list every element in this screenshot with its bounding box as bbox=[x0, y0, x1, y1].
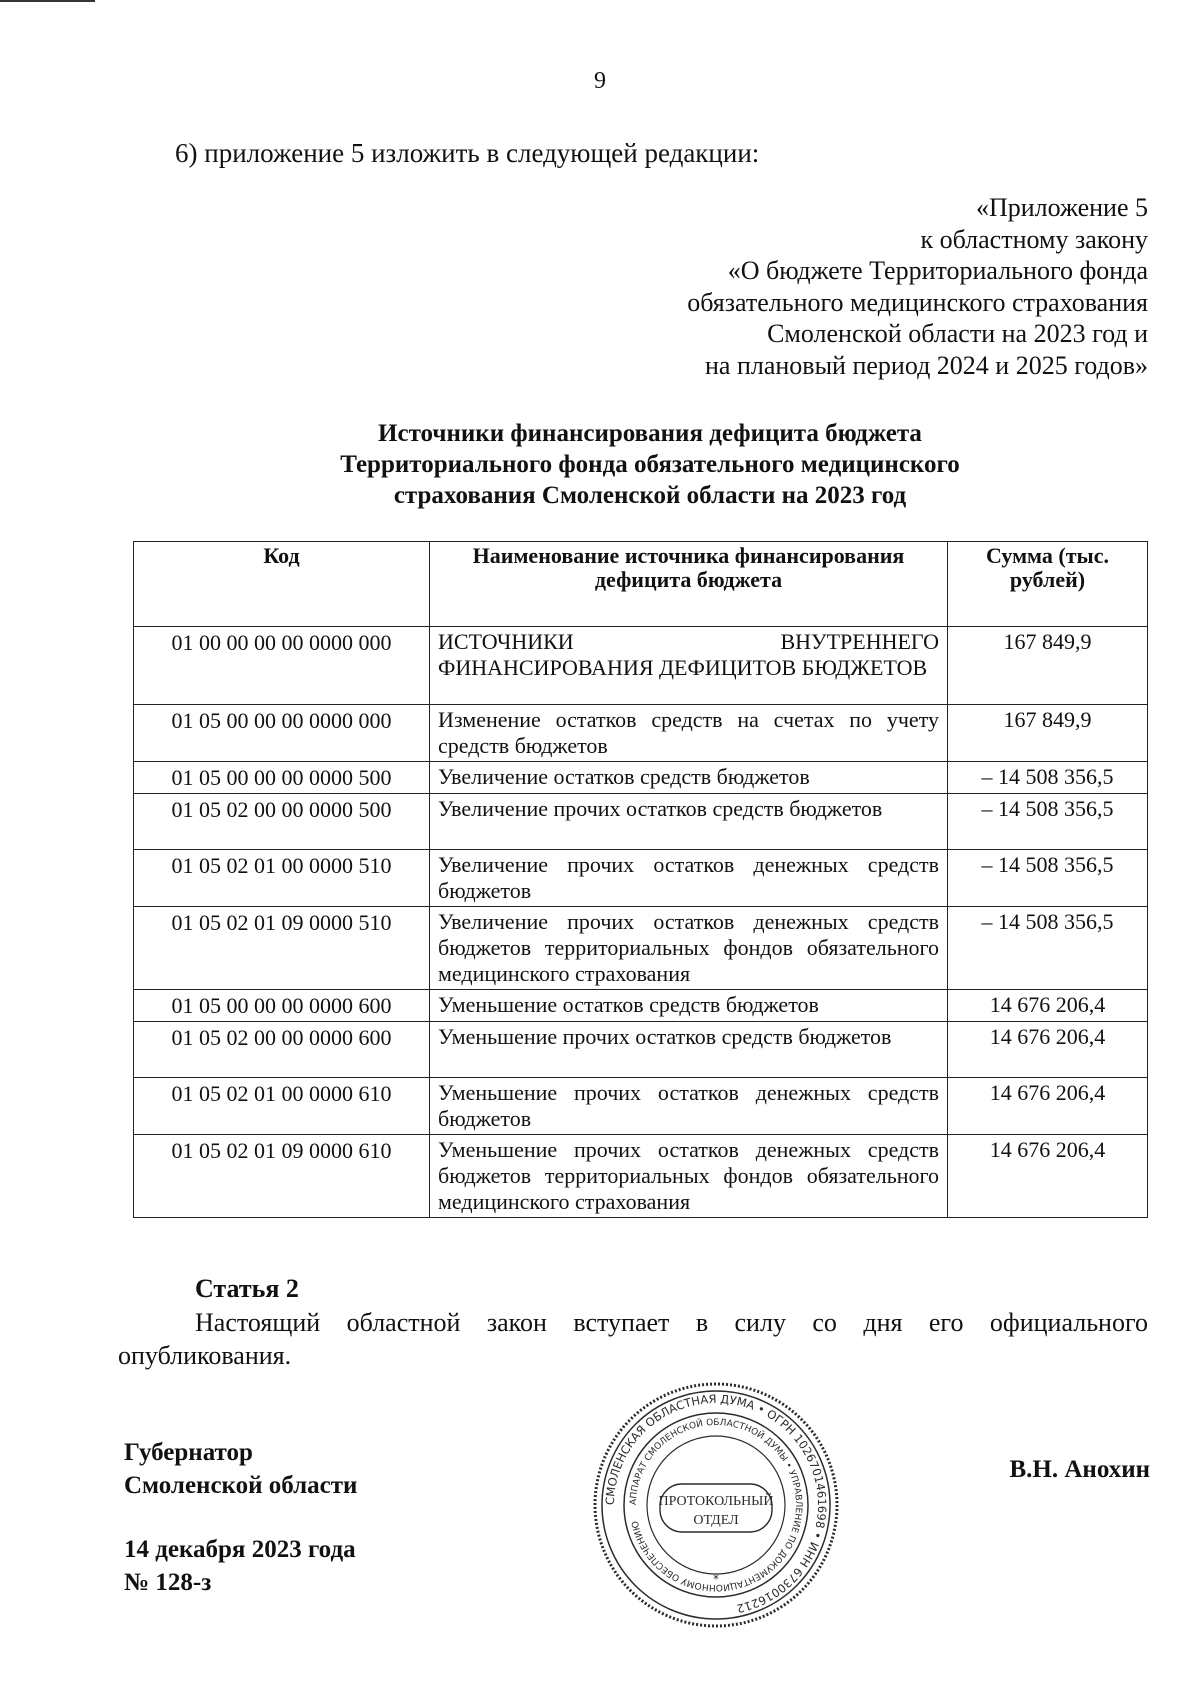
row-name: Увеличение остатков средств бюджетов bbox=[430, 762, 948, 794]
law-date: 14 декабря 2023 года bbox=[124, 1536, 356, 1563]
table-row bbox=[134, 1022, 1148, 1078]
row-amount: – 14 508 356,5 bbox=[948, 850, 1148, 907]
appendix-line: «Приложение 5 bbox=[975, 193, 1148, 222]
row-name: Изменение остатков средств на счетах по учету средств бюджетов bbox=[430, 705, 948, 762]
financing-sources-table bbox=[133, 541, 1148, 1218]
appendix-line: «О бюджете Территориального фонда bbox=[727, 256, 1148, 285]
table-row bbox=[134, 850, 1148, 907]
table-body bbox=[134, 627, 1148, 1218]
position-line: Губернатор bbox=[124, 1439, 253, 1466]
row-amount: – 14 508 356,5 bbox=[948, 907, 1148, 990]
seal-center-line2: ОТДЕЛ bbox=[693, 1513, 739, 1528]
row-code: 01 05 02 01 00 0000 610 bbox=[134, 1078, 430, 1135]
table-row bbox=[134, 907, 1148, 990]
official-seal bbox=[592, 1381, 840, 1629]
title-line: страхования Смоленской области на 2023 год bbox=[393, 482, 907, 509]
row-name: Уменьшение прочих остатков денежных средств бюджетов bbox=[430, 1078, 948, 1135]
appendix-line: Смоленской области на 2023 год и bbox=[767, 319, 1148, 348]
row-name: ИСТОЧНИКИ ВНУТРЕННЕГО ФИНАНСИРОВАНИЯ ДЕФИЦИТОВ БЮДЖЕТОВ bbox=[430, 627, 948, 705]
intro-paragraph: 6) приложение 5 изложить в следующей редакции: bbox=[175, 138, 760, 168]
row-code: 01 05 02 01 00 0000 510 bbox=[134, 850, 430, 907]
seal-inner-text: АППАРАТ СМОЛЕНСКОЙ ОБЛАСТНОЙ ДУМЫ • УПРАВЛЕНИЕ ПО ДОКУМЕНТАЦИОННОМУ ОБЕСПЕЧЕНИЮ bbox=[628, 1417, 804, 1593]
appendix-line: к областному закону bbox=[920, 224, 1148, 254]
row-name: Уменьшение прочих остатков средств бюджетов bbox=[430, 1022, 948, 1078]
header-amount: Сумма (тыс. рублей) bbox=[948, 542, 1148, 627]
header-name: Наименование источника финансирования дефицита бюджета bbox=[430, 542, 948, 627]
table-row bbox=[134, 762, 1148, 794]
row-amount: 14 676 206,4 bbox=[948, 990, 1148, 1022]
table-row bbox=[134, 705, 1148, 762]
row-code: 01 00 00 00 00 0000 000 bbox=[134, 627, 430, 705]
row-code: 01 05 02 01 09 0000 510 bbox=[134, 907, 430, 990]
row-name: Увеличение прочих остатков средств бюджетов bbox=[430, 794, 948, 850]
row-code: 01 05 02 01 09 0000 610 bbox=[134, 1135, 430, 1218]
signatory-name: В.Н. Анохин bbox=[1009, 1456, 1150, 1483]
table-row bbox=[134, 1135, 1148, 1218]
row-code: 01 05 02 00 00 0000 500 bbox=[134, 794, 430, 850]
row-name: Уменьшение прочих остатков денежных средств бюджетов территориальных фондов обязательного медицинского страхования bbox=[430, 1135, 948, 1218]
row-code: 01 05 00 00 00 0000 500 bbox=[134, 762, 430, 794]
appendix-line: обязательного медицинского страхования bbox=[687, 287, 1148, 317]
row-amount: 167 849,9 bbox=[948, 705, 1148, 762]
header-code: Код bbox=[134, 542, 430, 627]
row-amount: 14 676 206,4 bbox=[948, 1078, 1148, 1135]
seal-star-mark: * bbox=[713, 1572, 719, 1586]
row-name: Увеличение прочих остатков денежных средств бюджетов bbox=[430, 850, 948, 907]
row-amount: – 14 508 356,5 bbox=[948, 794, 1148, 850]
title-line: Территориального фонда обязательного медицинского bbox=[340, 451, 960, 478]
document-title bbox=[200, 418, 1100, 511]
article-text: Настоящий областной закон вступает в силу со дня его официального опубликования. bbox=[118, 1308, 1148, 1370]
table-row bbox=[134, 627, 1148, 705]
row-name: Увеличение прочих остатков денежных средств бюджетов территориальных фондов обязательного медицинского страхования bbox=[430, 907, 948, 990]
row-code: 01 05 02 00 00 0000 600 bbox=[134, 1022, 430, 1078]
date-block bbox=[124, 1533, 356, 1599]
signatory-position bbox=[124, 1436, 357, 1502]
row-amount: 14 676 206,4 bbox=[948, 1135, 1148, 1218]
law-number: № 128-з bbox=[124, 1569, 212, 1596]
row-amount: 167 849,9 bbox=[948, 627, 1148, 705]
table-row bbox=[134, 794, 1148, 850]
table-header-row bbox=[134, 542, 1148, 627]
title-line: Источники финансирования дефицита бюджета bbox=[378, 420, 922, 447]
row-name: Уменьшение остатков средств бюджетов bbox=[430, 990, 948, 1022]
appendix-line: на плановый период 2024 и 2025 годов» bbox=[705, 350, 1148, 380]
row-code: 01 05 00 00 00 0000 000 bbox=[134, 705, 430, 762]
table-row bbox=[134, 1078, 1148, 1135]
row-code: 01 05 00 00 00 0000 600 bbox=[134, 990, 430, 1022]
table-row bbox=[134, 990, 1148, 1022]
appendix-header bbox=[687, 192, 1148, 381]
row-amount: 14 676 206,4 bbox=[948, 1022, 1148, 1078]
top-edge-rule bbox=[0, 0, 95, 2]
seal-center-line1: ПРОТОКОЛЬНЫЙ bbox=[658, 1494, 774, 1509]
seal-ring-text: СМОЛЕНСКАЯ ОБЛАСТНАЯ ДУМА • ОГРН 1026701461698 • ИНН 6730016212 bbox=[602, 1391, 830, 1616]
position-line: Смоленской области bbox=[124, 1472, 358, 1499]
row-amount: – 14 508 356,5 bbox=[948, 762, 1148, 794]
page-number: 9 bbox=[594, 68, 606, 94]
article-title: Статья 2 bbox=[195, 1274, 299, 1303]
